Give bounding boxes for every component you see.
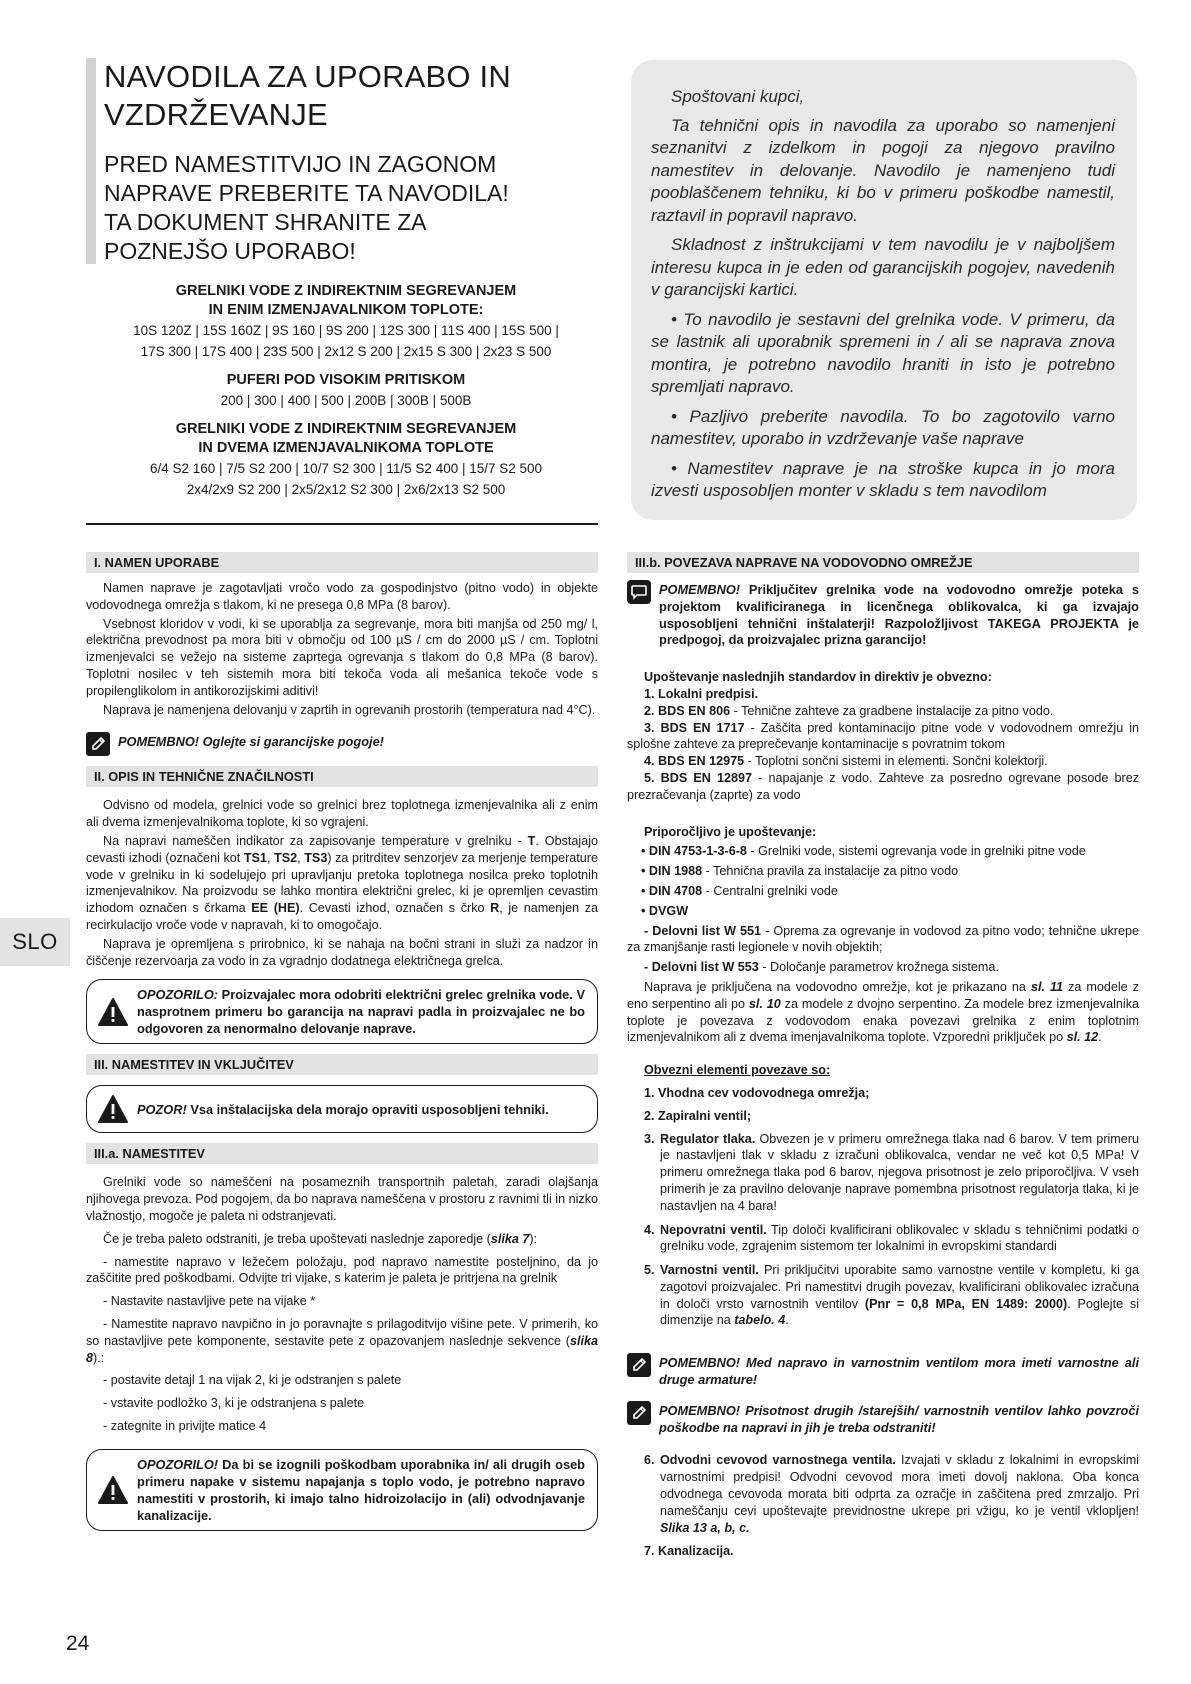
paragraph: - Nastavite nastavljive pete na vijake * (103, 1294, 316, 1309)
recommend-item: • DVGW (641, 903, 689, 918)
pencil-icon (86, 732, 110, 756)
header-divider (86, 523, 598, 525)
standard-item: 4. BDS EN 12975 - Toplotni sončni sistemi in elementi. Sončni kolektorji. (644, 754, 1048, 769)
paragraph: Naprava je priključena na vodovodno omrežje, kot je prikazano na sl. 11 za modele z eno serpentino ali po sl. 10 za modele z dvojno serpentino. Za modele brez izmenjevalnika toplote je povezava z vodovodom enaka povezavi grelnika z enim toplotnim izmenjevalnikom ali z dvema imenjavalnikoma toplote. Vzporedni priključek po sl. 12. (627, 979, 1140, 1045)
model-group-heading: GRELNIKI VODE Z INDIREKTNIM SEGREVANJEM IN ENIM IZMENJAVALNIKOM TOPLOTE: (175, 283, 517, 318)
intro-bullet: • Namestitev naprave je na stroške kupca in jo mora izvesti usposobljen monter v skladu s tem navodilom (651, 458, 1115, 500)
obligatory-item: 3. Regulator tlaka. Obvezen je v primeru omrežnega tlaka nad 6 barov. V tem primeru je nastavljeni tlak v skladu z izračuni oblikovalca, vendar ne več kot 0,5 MPa! V primeru omrežnega tlaka pod 6 barov, njegova prisotnost je zelo priporočljiva. V vseh primerih je za pravilno delovanje naprave pomembna prisotnost regulatorja tlaka, ki je nastavljen na 4 bara! (644, 1131, 1139, 1213)
paragraph: Če je treba paleto odstraniti, je treba upoštevati naslednje zaporedje (slika 7): (103, 1231, 538, 1246)
model-list (86, 282, 606, 509)
standards-heading: Upoštevanje naslednjih standardov in direktiv je obvezno: (644, 670, 992, 685)
recommend-item: • DIN 4753-1-3-6-8 - Grelniki vode, sistemi ogrevanja vode in grelniki pitne vode (641, 844, 1086, 859)
intro-bullet: • Pazljivo preberite navodila. To bo zagotovilo varno namestitev, uporabo in vzdrževanje vaše naprave (651, 406, 1115, 448)
language-tab: SLO (0, 918, 70, 966)
paragraph: - namestite napravo v ležečem položaju, pod napravo namestite posteljnino, da jo zaščitite pred poškodbami. Odvijte tri vijake, s katerim je paleta je pritrjena na grelnik (86, 1254, 598, 1286)
recommend-item: • DIN 1988 - Tehnična pravila za instalacije za pitno vodo (641, 864, 959, 879)
section-heading: I. NAMEN UPORABE (86, 552, 598, 573)
section-heading: II. OPIS IN TEHNIČNE ZNAČILNOSTI (86, 766, 598, 787)
paragraph: - zategnite in privijte matice 4 (103, 1418, 267, 1433)
model-codes: 10S 120Z | 15S 160Z | 9S 160 | 9S 200 | 12S 300 | 11S 400 | 15S 500 | 17S 300 | 17S 400 | 23S 500 | 2x12 S 200 | 2x15 S 300 | 2x23 S 500 (133, 323, 559, 359)
important-note: POMEMBNO! Priključitev grelnika vode na vodovodno omrežje poteka s projektom kvalificiranega in licenčnega oblikovalca, ki ga izvajajo usposobljeni tehnični inštalaterji! Razpoložljivost TAKEGA PROJEKTA je predpogoj, da proizvajalec prizna garancijo! (627, 580, 1139, 649)
paragraph: Naprava je opremljena s prirobnico, ki se nahaja na bočni strani in služi za nadzor in čiščenje rezervoarja za vodo in za vgradnjo dodatnega električnega grelca. (86, 936, 598, 968)
warning-icon (97, 997, 129, 1027)
obligatory-heading: Obvezni elementi povezave so: (644, 1063, 831, 1078)
paragraph: - postavite detajl 1 na vijak 2, ki je odstranjen s palete (103, 1373, 402, 1388)
paragraph: Vsebnost kloridov v vodi, ki se uporablja za segrevanje, mora biti manjša od 250 mg/ l, električna prevodnost pa mora biti v območju od 100 µS / cm do 2000 µS / cm. Toplotni izmenjevalci se vežejo na sisteme zaprtega ogrevanja s tlakom do 0,8 MPa (8 barov). Toplotni nosilec v teh sistemih mora biti tekoča voda ali mešanica tekoče vode s propilenglikolom in antikorozijskimi aditivi! (86, 616, 598, 698)
left-column (86, 552, 598, 1541)
paragraph: Odvisno od modela, grelnici vode so grelnici brez toplotnega izmenjevalnika ali z enim ali dvema izmenjevalnikoma toplote, ki so vgrajeni. (86, 798, 598, 830)
model-group-one-exchanger (86, 282, 606, 362)
title-block (86, 58, 586, 266)
recommend-item: - Delovni list W 551 - Oprema za ogrevanje in vodovod za pitno vodo; tehnične ukrepe za zmanjšanje rasti legionele v novih objektih; (627, 923, 1139, 955)
warning-box: OPOZORILO! Da bi se izognili poškodbam uporabnika in/ ali drugih oseb primeru napake v sistemu napajanja s toplo vodo, je potrebno napravo namestiti v prostorih, ki imajo talno hidroizolacijo in (ali) odvodnjavanje kanalizacije. (86, 1449, 598, 1531)
warning-box: POZOR! Vsa inštalacijska dela morajo opraviti usposobljeni tehniki. (86, 1085, 598, 1133)
recommend-item: - Delovni list W 553 - Določanje parametrov krožnega sistema. (644, 960, 999, 975)
intro-bullet: • To navodilo je sestavni del grelnika vode. V primeru, da se lastnik ali uporabnik spremeni in / ali se naprava znova montira, je potrebno navodilo hraniti in isto je potrebno spremljati napravo. (651, 309, 1115, 396)
model-group-heading: PUFERI POD VISOKIM PRITISKOM (226, 372, 466, 388)
obligatory-item: 1. Vhodna cev vodovodnega omrežja; (644, 1085, 870, 1100)
standard-item: 5. BDS EN 12897 - napajanje z vodo. Zahteve za posredno ogrevane posode brez prezračevanja (zaprte) za vodo (627, 770, 1139, 802)
intro-paragraph: Skladnost z inštrukcijami v tem navodilu je v najboljšem interesu kupca in je eden od garancijskih pogojev, navedenih v garancijski kartici. (651, 235, 1115, 299)
right-column (627, 552, 1139, 1560)
paragraph: Namen naprave je zagotavljati vročo vodo za gospodinjstvo (pitno vodo) in objekte vodovodnega omrežja s tlakom, ki ne presega 0,8 MPa (8 barov). (86, 581, 598, 612)
page-title: NAVODILA ZA UPORABO IN VZDRŽEVANJE (104, 59, 511, 132)
page-number: 24 (66, 1632, 90, 1655)
important-note: POMEMBNO! Oglejte si garancijske pogoje! (86, 732, 598, 756)
paragraph: Na napravi nameščen indikator za zapisovanje temperature v grelniku - T. Obstajajo cevasti izhodi (označeni kot TS1, TS2, TS3) za pritrditev senzorjev za merjenje temperature vode v grelniku in ki sodelujejo pri upravljanju pretoka toplotnega nosilca preko toplotnih izmenjevalnikov. Na proizvodu se lahko montira električni grelec, ki je opremljen cevastim izhodom označen s črkama EE (HE). Cevasti izhod, označen s črko R, je namenjen za recirkulacijo vroče vode v napravah, ki to omogočajo. (86, 833, 599, 932)
standard-item: 2. BDS EN 806 - Tehnične zahteve za gradbene instalacije za pitno vodo. (644, 703, 1054, 718)
paragraph: - Namestite napravo navpično in jo poravnajte s prilagoditvijo višine pete. V primerih, ko so nastavljive pete komponente, sestavite pete z opazovanjem naslednje sekvence (slika 8).: (86, 1316, 598, 1365)
recommend-heading: Priporočljivo je upoštevanje: (644, 824, 817, 839)
page-subtitle: PRED NAMESTITVIJO IN ZAGONOM NAPRAVE PREBERITE TA NAVODILA! TA DOKUMENT SHRANITE ZA POZNEJŠO UPORABO! (104, 151, 509, 264)
pencil-icon (627, 1353, 651, 1377)
important-note: POMEMBNO! Med napravo in varnostnim ventilom mora imeti varnostne ali druge armature! (627, 1353, 1139, 1389)
paragraph: - vstavite podložko 3, ki je odstranjena s palete (103, 1396, 365, 1411)
warning-box: OPOZORILO: Proizvajalec mora odobriti električni grelec grelnika vode. V nasprotnem primeru bo garancija na napravi padla in proizvajalec ne bo odgovoren za nenormalno delovanje naprave. (86, 979, 598, 1044)
recommend-item: • DIN 4708 - Centralni grelniki vode (641, 883, 838, 898)
chat-icon (627, 580, 651, 604)
model-group-two-exchangers (86, 420, 606, 500)
obligatory-item: 7. Kanalizacija. (644, 1544, 734, 1559)
paragraph: Grelniki vode so nameščeni na posameznih transportnih paletah, zaradi olajšanja njihovega prevoza. Pod pogojem, da bo naprava nameščena v prostoru z ravnimi tli in nizko vlažnostjo, mogoče je paleta ni odstranjevati. (86, 1175, 598, 1223)
paragraph: Naprava je namenjena delovanju v zaprtih in ogrevanih prostorih (temperatura nad 4°C). (103, 702, 596, 717)
intro-greeting: Spoštovani kupci, (671, 87, 805, 106)
obligatory-item: 6. Odvodni cevovod varnostnega ventila. Izvajati v skladu z lokalnimi in evropskimi varnostnimi predpisi! Odvodni cevovod mora imeti dovolj naklona. Oba konca odvodnega cevovoda morata biti odprta za ozračje in zaščitena pred zmrzaljo. Pri nameščanju cevi upoštevajte previdnostne ukrepe pri vžigu, ko je ventil vklopljen! Slika 13 a, b, c. (644, 1453, 1139, 1535)
standard-item: 1. Lokalni predpisi. (644, 686, 759, 701)
intro-box (631, 60, 1137, 520)
warning-icon (97, 1475, 129, 1505)
warning-icon (97, 1094, 129, 1124)
obligatory-item: 5. Varnostni ventil. Pri priključitvi uporabite samo varnostne ventile v kompletu, ki ga zagotovi proizvajalec. Pri namestitvi drugih povezav, kvalificirani oblikovalec izračuna in določi vrsto varnostnih ventilov (Pnr = 0,8 MPa, EN 1489: 2000). Poglejte si dimenzije na tabelo. 4. (644, 1263, 1139, 1328)
obligatory-item: 4. Nepovratni ventil. Tip določi kvalificirani oblikovalec v skladu s tehničnimi podatki o grelniku vode, zgrajenim sistemom ter lokalnimi in evropskimi standardi (644, 1222, 1139, 1254)
model-codes: 6/4 S2 160 | 7/5 S2 200 | 10/7 S2 300 | 11/5 S2 400 | 15/7 S2 500 2x4/2x9 S2 200 | 2x5/2x12 S2 300 | 2x6/2x13 S2 500 (149, 461, 543, 497)
intro-paragraph: Ta tehnični opis in navodila za uporabo so namenjeni seznanitvi z izdelkom in pogoji za njegovo pravilno namestitev in delovanje. Navodilo je namenjeno tudi pooblaščenem tehniku, ki bo v primeru poškodbe namestil, raztavil in popravil napravo. (651, 115, 1115, 225)
model-group-heading: GRELNIKI VODE Z INDIREKTNIM SEGREVANJEM IN DVEMA IZMENJAVALNIKOMA TOPLOTE (175, 421, 517, 456)
section-heading: III.b. POVEZAVA NAPRAVE NA VODOVODNO OMREŽJE (627, 552, 1139, 573)
section-heading: III.a. NAMESTITEV (86, 1143, 598, 1164)
section-heading: III. NAMESTITEV IN VKLJUČITEV (86, 1054, 598, 1075)
obligatory-item: 2. Zapiralni ventil; (644, 1108, 752, 1123)
model-codes: 200 | 300 | 400 | 500 | 200B | 300B | 500B (220, 393, 472, 408)
model-group-buffers (86, 371, 606, 411)
important-note: POMEMBNO! Prisotnost drugih /starejših/ varnostnih ventilov lahko povzroči poškodbe na napravi in jih je treba odstraniti! (627, 1401, 1139, 1437)
standard-item: 3. BDS EN 1717 - Zaščita pred kontaminacijo pitne vode v vodovodnem omrežju in splošne zahteve za preprečevanje kontaminacije s povratnim tokom (627, 720, 1139, 752)
pencil-icon (627, 1401, 651, 1425)
